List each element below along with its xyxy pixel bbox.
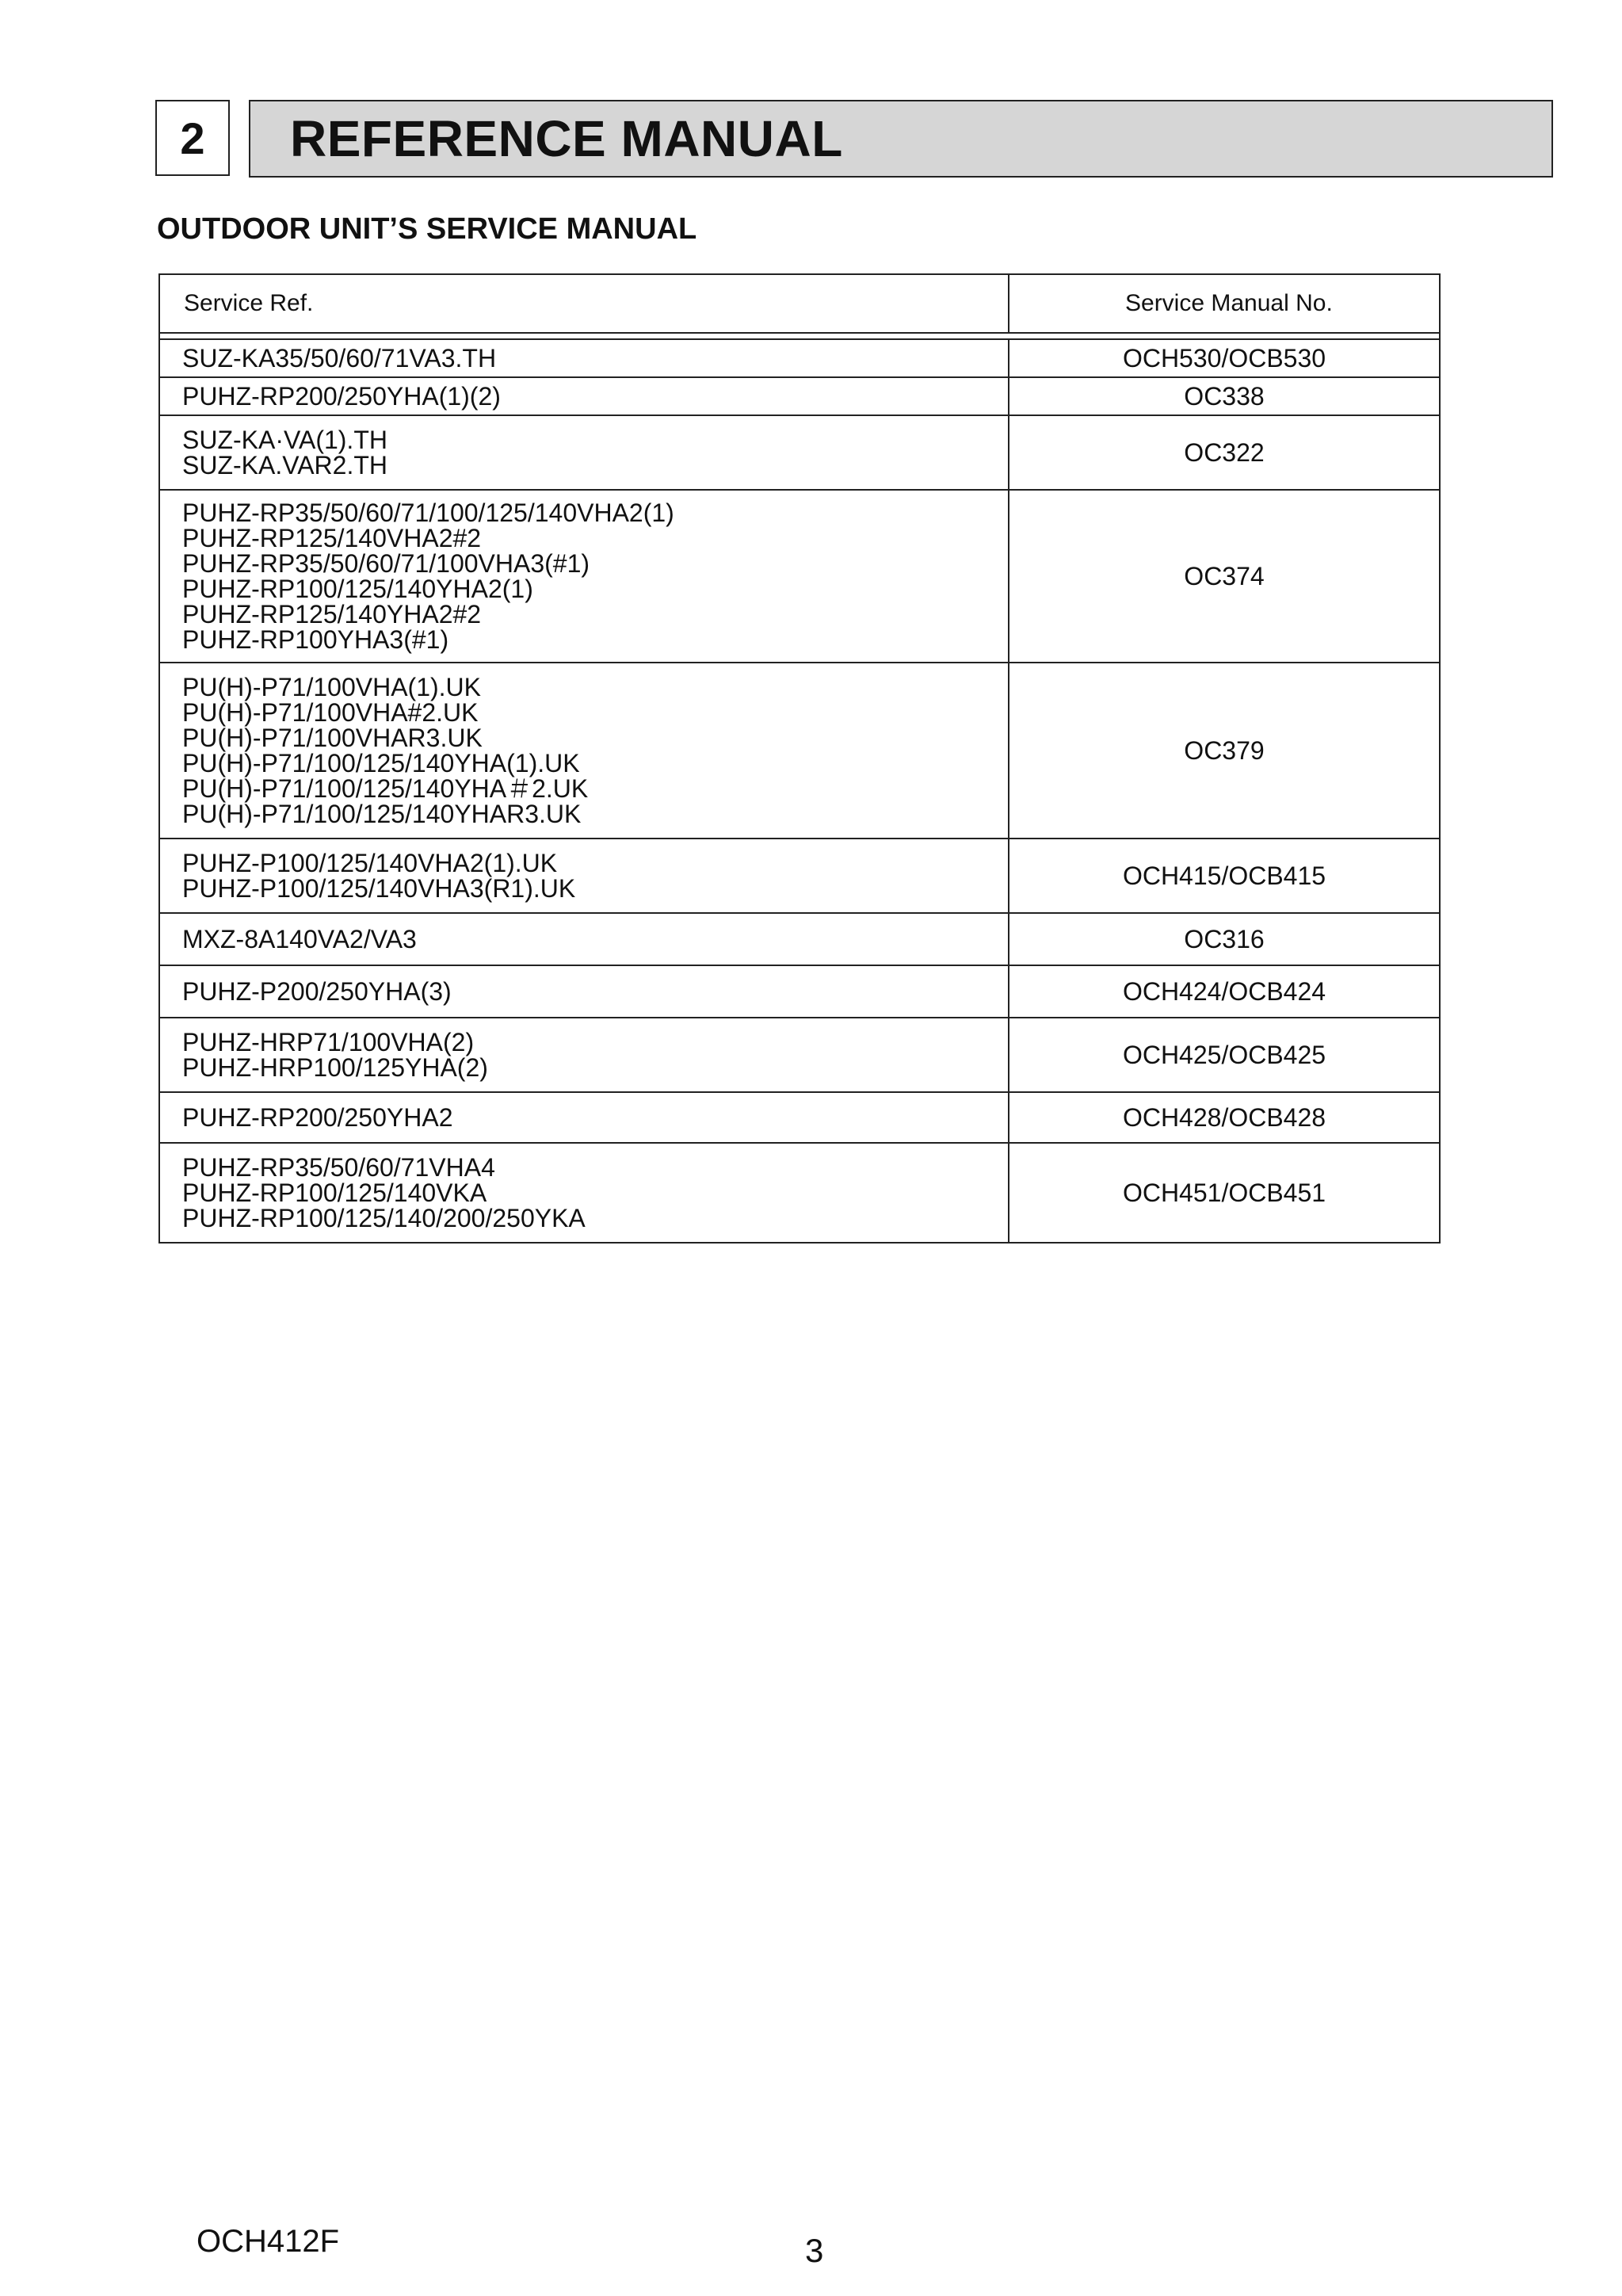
service-ref: PUHZ-HRP71/100VHA(2): [182, 1028, 475, 1056]
service-ref-cell: [160, 1018, 1009, 1091]
table-row: [160, 340, 1439, 378]
service-ref: SUZ-KA35/50/60/71VA3.TH: [182, 344, 497, 372]
service-ref: PUHZ-RP125/140YHA2#2: [182, 600, 482, 628]
table-row: [160, 491, 1439, 663]
manual-number: OCH428/OCB428: [1122, 1102, 1326, 1132]
section-number: 2: [155, 100, 230, 176]
service-ref: PU(H)-P71/100/125/140YHA(1).UK: [182, 749, 580, 777]
service-ref-cell: [160, 839, 1009, 912]
service-ref-cell: [160, 1093, 1009, 1142]
table-row: [160, 839, 1439, 914]
service-ref: PUHZ-RP35/50/60/71/100VHA3(#1): [182, 549, 590, 578]
service-ref: PUHZ-RP100/125/140VKA: [182, 1179, 487, 1207]
table-row: [160, 1018, 1439, 1093]
service-ref: PUHZ-RP35/50/60/71/100/125/140VHA2(1): [182, 499, 674, 527]
service-ref-cell: [160, 663, 1009, 838]
service-ref: PUHZ-RP200/250YHA(1)(2): [182, 382, 501, 411]
service-ref: PUHZ-RP200/250YHA2: [182, 1103, 453, 1132]
manual-number: OCH424/OCB424: [1122, 976, 1326, 1006]
column-header-manual-no: Service Manual No.: [1125, 290, 1333, 316]
service-ref-cell: [160, 914, 1009, 965]
header-divider: [160, 334, 1439, 340]
manual-number: OC322: [1184, 437, 1265, 467]
table-row: [160, 378, 1439, 416]
service-ref: PU(H)-P71/100VHA#2.UK: [182, 698, 479, 727]
service-ref: PUHZ-RP100YHA3(#1): [182, 625, 449, 654]
manual-number: OC338: [1184, 381, 1265, 411]
service-ref: PUHZ-RP100/125/140/200/250YKA: [182, 1204, 586, 1232]
service-ref-cell: [160, 416, 1009, 489]
service-ref: PU(H)-P71/100/125/140YHAR3.UK: [182, 800, 582, 828]
table-row: [160, 914, 1439, 966]
service-ref: PU(H)-P71/100/125/140YHA＃2.UK: [182, 774, 589, 803]
manual-number: OC374: [1184, 561, 1265, 590]
service-ref-cell: [160, 340, 1009, 376]
service-ref: PUHZ-RP125/140VHA2#2: [182, 524, 482, 552]
document-code: OCH412F: [197, 2224, 340, 2259]
manual-number: OCH425/OCB425: [1122, 1040, 1326, 1069]
table-row: [160, 966, 1439, 1018]
service-ref-cell: [160, 491, 1009, 662]
manual-number: OC316: [1184, 924, 1265, 953]
service-ref: PU(H)-P71/100VHA(1).UK: [182, 673, 481, 701]
page-number: 3: [805, 2232, 824, 2269]
manual-number: OCH415/OCB415: [1122, 861, 1326, 890]
section-title: OUTDOOR UNIT’S SERVICE MANUAL: [157, 212, 697, 246]
table-row: [160, 1144, 1439, 1242]
service-ref: PUHZ-RP100/125/140YHA2(1): [182, 575, 533, 603]
service-ref: PUHZ-P100/125/140VHA2(1).UK: [182, 849, 558, 877]
service-ref-cell: [160, 378, 1009, 415]
service-ref: PUHZ-RP35/50/60/71VHA4: [182, 1153, 495, 1182]
table-row: [160, 663, 1439, 839]
service-ref: PUHZ-P200/250YHA(3): [182, 977, 452, 1006]
service-ref: SUZ-KA.VAR2.TH: [182, 451, 387, 479]
table-row: [160, 1093, 1439, 1144]
manual-number: OCH451/OCB451: [1122, 1178, 1326, 1207]
table-header: [160, 275, 1439, 334]
page-title: REFERENCE MANUAL: [249, 100, 1553, 178]
manual-number: OCH530/OCB530: [1122, 343, 1326, 372]
service-manual-table: [158, 273, 1441, 1244]
column-header-service-ref: Service Ref.: [160, 275, 1009, 332]
service-ref: SUZ-KA·VA(1).TH: [182, 426, 387, 454]
service-ref: PU(H)-P71/100VHAR3.UK: [182, 724, 483, 752]
table-row: [160, 416, 1439, 491]
service-ref-cell: [160, 966, 1009, 1017]
service-ref-cell: [160, 1144, 1009, 1242]
service-ref: PUHZ-HRP100/125YHA(2): [182, 1053, 488, 1082]
manual-number: OC379: [1184, 735, 1265, 765]
service-ref: PUHZ-P100/125/140VHA3(R1).UK: [182, 874, 576, 903]
service-ref: MXZ-8A140VA2/VA3: [182, 925, 417, 953]
